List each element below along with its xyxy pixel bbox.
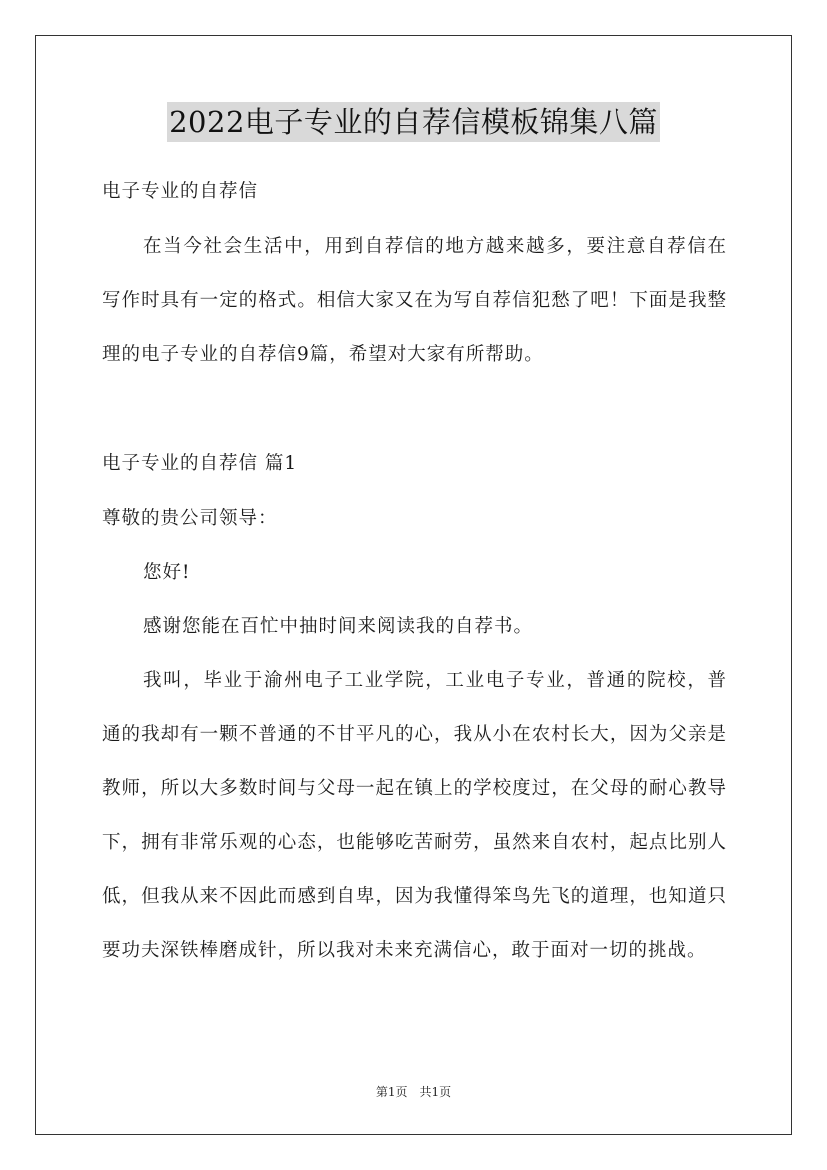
thanks-paragraph: 感谢您能在百忙中抽时间来阅读我的自荐书。 xyxy=(143,616,534,637)
intro-heading: 电子专业的自荐信 xyxy=(102,181,259,202)
greeting: 您好! xyxy=(143,562,191,583)
main-paragraph: 我叫，毕业于渝州电子工业学院，工业电子专业，普通的院校，普通的我却有一颗不普通的不甘平凡的心，我从小在农村长大，因为父亲是教师，所以大多数时间与父母一起在镇上的学校度过，在父母的耐心教导下，拥有非常乐观的心态，也能够吃苦耐劳，虽然来自农村，起点比别人低，但我从来不因此而感到自卑，因为我懂得笨鸟先飞的道理，也知道只要功夫深铁棒磨成针，所以我对未来充满信心，敢于面对一切的挑战。 xyxy=(102,670,727,961)
intro-paragraph: 在当今社会生活中，用到自荐信的地方越来越多，要注意自荐信在写作时具有一定的格式。相信大家又在为写自荐信犯愁了吧！下面是我整理的电子专业的自荐信9篇，希望对大家有所帮助。 xyxy=(102,236,727,365)
title-container xyxy=(0,102,827,142)
section-heading: 电子专业的自荐信 篇1 xyxy=(102,453,298,474)
document-title: 2022电子专业的自荐信模板锦集八篇 xyxy=(167,102,660,142)
salutation: 尊敬的贵公司领导： xyxy=(102,508,278,529)
page-footer: 第1页 共1页 xyxy=(375,1085,452,1099)
